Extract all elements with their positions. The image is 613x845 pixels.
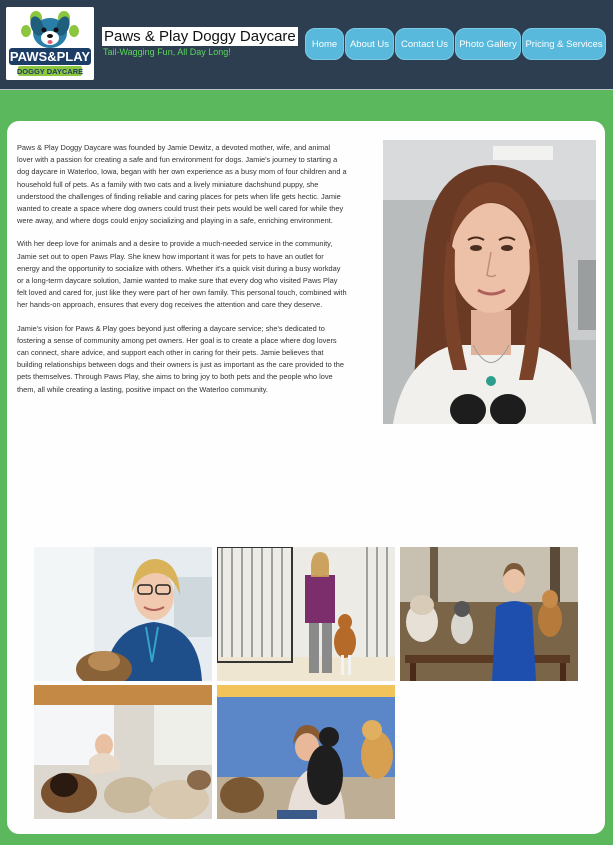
nav-contact-button[interactable]: Contact Us [395,28,454,60]
about-card [7,121,605,834]
about-paragraph: Jamie's vision for Paws & Play goes beyond just offering a daycare service; she's dedicated to fostering a sense of community among pet owners. Her goal is to create a place where dog lovers can connect, share advice, and support each other in caring for their pets. Jamie believes that building relationships between dogs and their owners is just as important as the care provided to the pets themselves. Through Paws Play, she aims to bring joy to both pets and the people who love them, all while creating a lasting, positive impact on the Waterloo community. [17,323,345,394]
gallery-photo-dogs-indoors[interactable] [34,685,212,819]
site-tagline: Tail-Wagging Fun, All Day Long! [103,47,231,57]
nav-pricing-button[interactable]: Pricing & Services [522,28,606,60]
site-title: Paws & Play Doggy Daycare [104,28,296,45]
gallery-photo-kennel-with-dog[interactable] [217,547,395,681]
svg-text:DOGGY DAYCARE: DOGGY DAYCARE [16,67,84,76]
about-paragraph: With her deep love for animals and a desire to provide a much-needed service in the community, Jamie set out to open Paws Play. She knew how important it was for pets to have an outlet for energy and the opportunity to socialize with others. Whether it's a quick visit during a busy workday or a long-term daycare solution, Jamie wanted to make sure that every dog who visited Paws Play felt loved and cared for, just like they were part of her own family. This personal touch, combined with her hands-on approach, ensures that every dog receives the attention and care they deserve. [17,239,347,310]
svg-text:PAWS&PLAY: PAWS&PLAY [9,49,91,64]
site-header [0,0,613,90]
gallery-photo-woman-hugging-dogs[interactable] [217,685,395,819]
nav-about-button[interactable]: About Us [345,28,394,60]
gallery-photo-vet-with-puppy[interactable] [34,547,212,681]
gallery-photo-bench-with-dogs[interactable] [400,547,578,681]
about-paragraph: Paws & Play Doggy Daycare was founded by Jamie Dewitz, a devoted mother, wife, and animal lover with a passion for creating a safe and fun environment for dogs. Jamie's journey to starting a dog daycare in Waterloo, Iowa, began with her own experience as a busy mom of four children and a household full of pets. As a family with two cats and a lively miniature dachshund puppy, she understood the challenges of finding reliable and caring places for pets when life gets hectic. Jamie wanted to create a space where dog owners could trust their pets would be well cared for while they were away, and where dogs could enjoy socializing and playing in a safe, enriching environment. [17,143,347,226]
nav-home-button[interactable]: Home [305,28,344,60]
about-text [17,142,347,407]
founder-portrait [383,140,596,424]
nav-gallery-button[interactable]: Photo Gallery [455,28,521,60]
site-logo[interactable] [6,7,94,80]
dog-face-paw-icon [6,7,94,80]
